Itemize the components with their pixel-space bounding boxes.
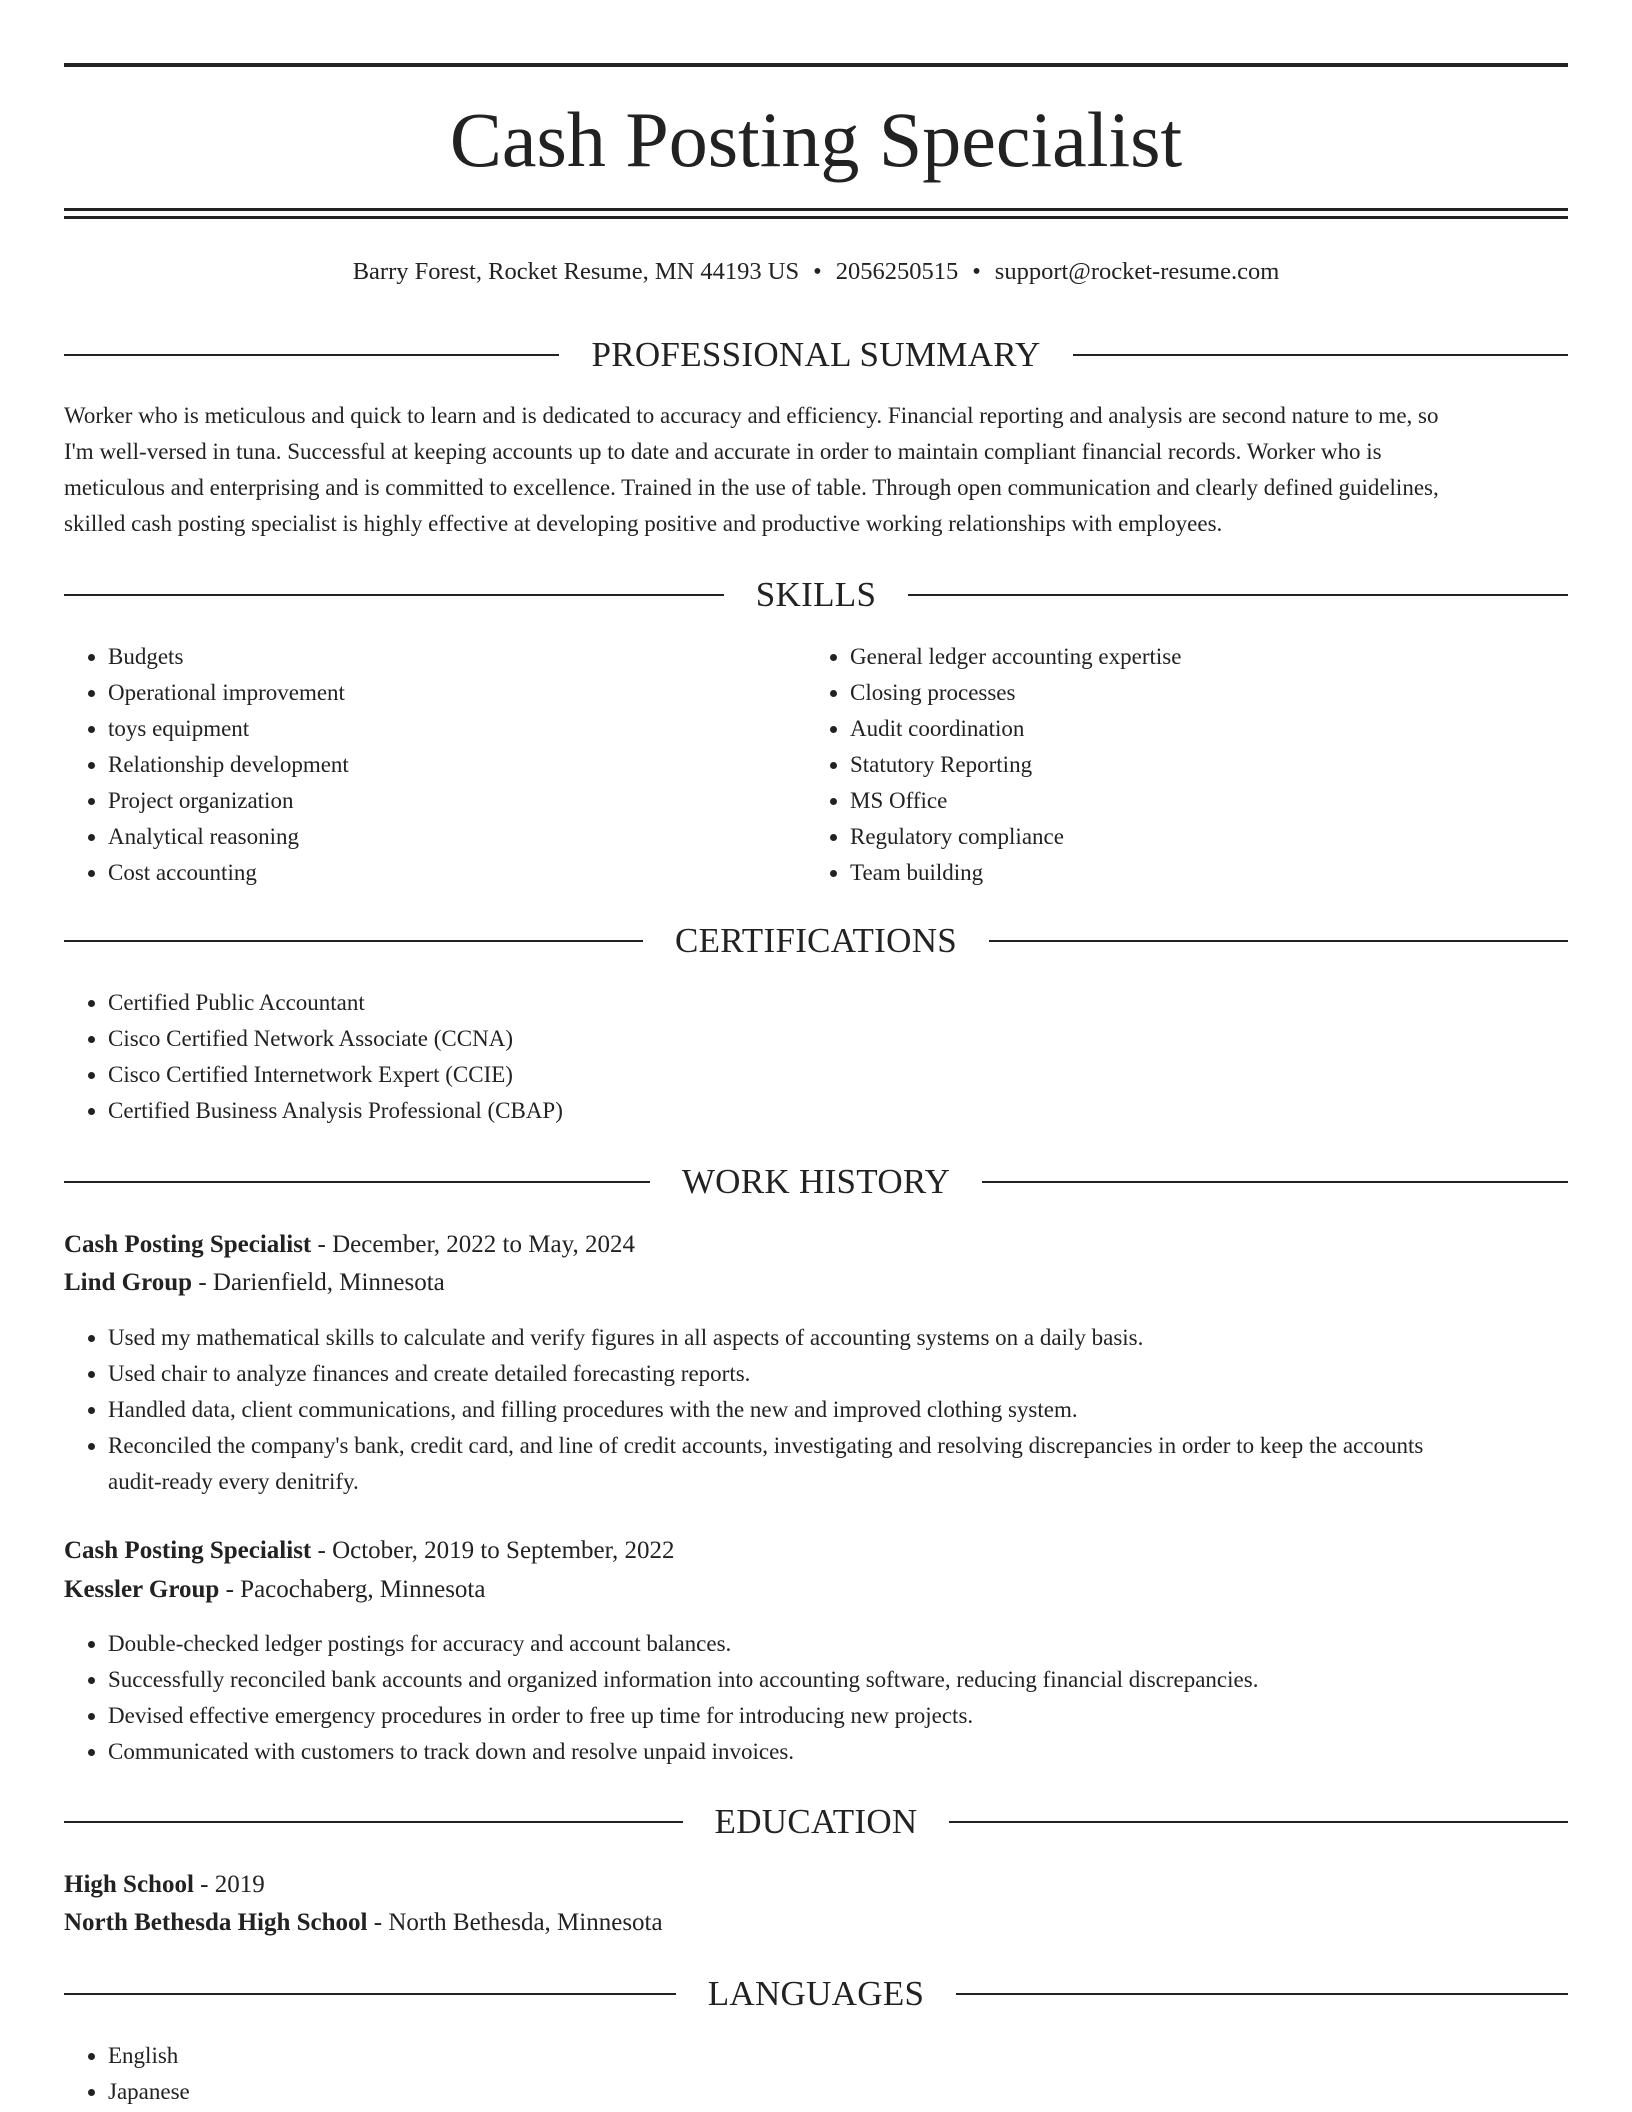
job-bullet-line: Reconciled the company's bank, credit card, and line of credit accounts, investigating and resolving discrepancies in order to keep the accounts: [108, 1433, 1424, 1458]
job-dates: - October, 2019 to September, 2022: [311, 1537, 675, 1564]
certifications-list: [64, 985, 1568, 1129]
skill-item: • Relationship development: [108, 747, 808, 783]
skills-list-right: [806, 639, 1570, 891]
job-location: - Darienfield, Minnesota: [192, 1269, 445, 1296]
job-dates: - December, 2022 to May, 2024: [311, 1231, 635, 1258]
contact-phone: 2056250515: [835, 258, 959, 285]
skill-item: • Operational improvement: [108, 675, 808, 711]
job-bullets: [64, 1626, 1568, 1770]
job-bullet: [108, 1428, 1568, 1500]
contact-separator: •: [813, 258, 822, 285]
job-company-line: [64, 1571, 1568, 1609]
language-item: • Japanese: [108, 2074, 1568, 2110]
skills-list-left: [64, 639, 808, 891]
job-role: Cash Posting Specialist: [64, 1537, 312, 1564]
education-year: - 2019: [193, 1871, 265, 1898]
skill-item: • General ledger accounting expertise: [850, 639, 1570, 675]
education-school-line: [64, 1904, 1568, 1942]
heading-rule-right: [908, 594, 1568, 596]
job-title-line: [64, 1532, 1568, 1570]
skill-item: • Cost accounting: [108, 855, 808, 891]
job-bullet: • Double-checked ledger postings for accuracy and account balances.: [108, 1626, 1568, 1662]
education-location: - North Bethesda, Minnesota: [367, 1909, 663, 1936]
languages-title: LANGUAGES: [707, 1974, 925, 2013]
heading-rule-right: [956, 1993, 1568, 1995]
education-degree-line: [64, 1866, 1568, 1904]
heading-rule-right: [949, 1821, 1568, 1823]
language-item: • English: [108, 2038, 1568, 2074]
heading-rule-left: [64, 354, 559, 356]
heading-rule-right: [1073, 354, 1568, 356]
job-bullet: • Used my mathematical skills to calculate and verify figures in all aspects of accounting systems on a daily basis.: [108, 1320, 1568, 1356]
skills-heading: [64, 573, 1568, 617]
job-bullet: • Used chair to analyze finances and create detailed forecasting reports.: [108, 1356, 1568, 1392]
candidate-name: Cash Posting Specialist: [449, 96, 1183, 183]
certification-item: • Certified Business Analysis Professional (CBAP): [108, 1093, 1568, 1129]
contact-email: support@rocket-resume.com: [994, 258, 1280, 285]
name-underline-1: [64, 208, 1568, 211]
skill-item: • toys equipment: [108, 711, 808, 747]
skill-item: • Budgets: [108, 639, 808, 675]
education-school: North Bethesda High School: [64, 1909, 368, 1936]
job-location: - Pacochaberg, Minnesota: [219, 1576, 486, 1603]
heading-rule-right: [989, 940, 1568, 942]
summary-line: meticulous and enterprising and is committed to excellence. Trained in the use of table. Through open communication and clearly defined guidelines,: [64, 475, 1439, 500]
contact-address: Barry Forest, Rocket Resume, MN 44193 US: [352, 258, 800, 285]
education-degree: High School: [64, 1871, 194, 1898]
heading-rule-left: [64, 1181, 650, 1183]
skill-item: • Closing processes: [850, 675, 1570, 711]
skill-item: • Regulatory compliance: [850, 819, 1570, 855]
job-bullet: • Successfully reconciled bank accounts and organized information into accounting software, reducing financial discrepancies.: [108, 1662, 1568, 1698]
top-rule: [64, 63, 1568, 67]
certifications-title: CERTIFICATIONS: [674, 921, 958, 960]
skill-item: • Project organization: [108, 783, 808, 819]
job-role: Cash Posting Specialist: [64, 1231, 312, 1258]
skill-item: • Analytical reasoning: [108, 819, 808, 855]
certification-item: • Cisco Certified Internetwork Expert (CCIE): [108, 1057, 1568, 1093]
job-bullet: • Devised effective emergency procedures in order to free up time for introducing new projects.: [108, 1698, 1568, 1734]
job-bullets: [64, 1320, 1568, 1500]
job-company-line: [64, 1264, 1568, 1302]
job-bullet-line: audit-ready every denitrify.: [108, 1469, 359, 1494]
skills-title: SKILLS: [755, 575, 877, 614]
work-heading: [64, 1160, 1568, 1204]
heading-rule-left: [64, 1821, 683, 1823]
heading-rule-left: [64, 594, 724, 596]
summary-line: skilled cash posting specialist is highly effective at developing positive and productive working relationships with employees.: [64, 511, 1223, 536]
job-company: Lind Group: [64, 1269, 193, 1296]
education-title: EDUCATION: [714, 1802, 918, 1841]
languages-list: [64, 2038, 1568, 2110]
certification-item: • Certified Public Accountant: [108, 985, 1568, 1021]
skill-item: • MS Office: [850, 783, 1570, 819]
job-bullet: • Communicated with customers to track down and resolve unpaid invoices.: [108, 1734, 1568, 1770]
summary-title: PROFESSIONAL SUMMARY: [591, 335, 1041, 374]
heading-rule-left: [64, 940, 643, 942]
summary-line: Worker who is meticulous and quick to learn and is dedicated to accuracy and efficiency. Financial reporting and analysis are second nature to me, so: [64, 403, 1439, 428]
skill-item: • Audit coordination: [850, 711, 1570, 747]
job-title-line: [64, 1226, 1568, 1264]
contact-separator: •: [972, 258, 981, 285]
certification-item: • Cisco Certified Network Associate (CCNA): [108, 1021, 1568, 1057]
education-heading: [64, 1800, 1568, 1844]
skill-item: • Team building: [850, 855, 1570, 891]
certifications-heading: [64, 919, 1568, 963]
summary-line: I'm well-versed in tuna. Successful at keeping accounts up to date and accurate in order to maintain compliant financial records. Worker who is: [64, 439, 1382, 464]
languages-heading: [64, 1972, 1568, 2016]
skill-item: • Statutory Reporting: [850, 747, 1570, 783]
heading-rule-left: [64, 1993, 676, 1995]
contact-line: [64, 254, 1568, 290]
heading-rule-right: [982, 1181, 1568, 1183]
summary-text: [64, 398, 1568, 542]
name-underline-2: [64, 216, 1568, 219]
job-company: Kessler Group: [64, 1576, 220, 1603]
summary-heading: [64, 333, 1568, 377]
job-bullet: • Handled data, client communications, and filling procedures with the new and improved clothing system.: [108, 1392, 1568, 1428]
work-title: WORK HISTORY: [681, 1162, 951, 1201]
